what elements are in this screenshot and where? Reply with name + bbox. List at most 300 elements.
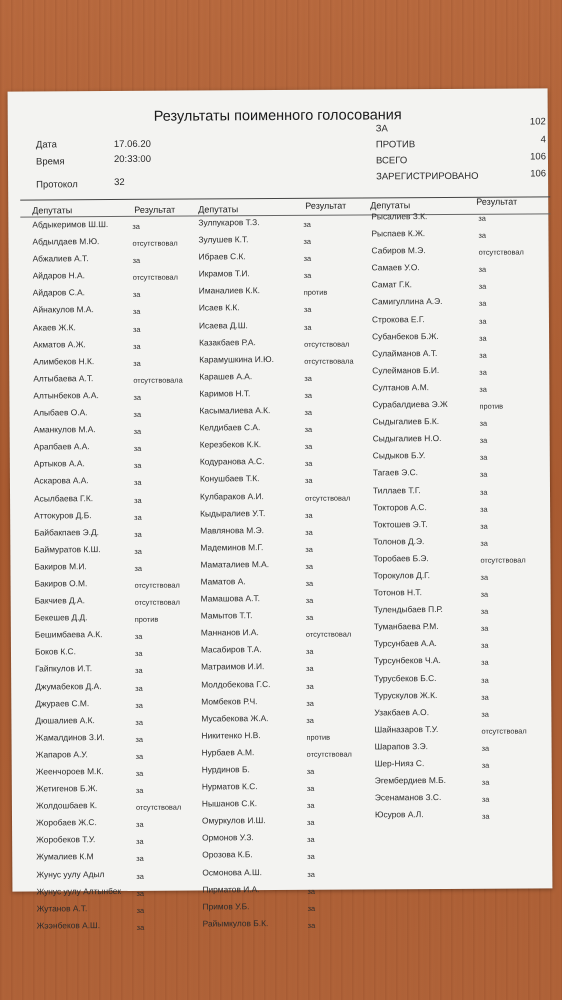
deputy-row (201, 712, 373, 730)
vote-result: за (479, 435, 488, 445)
vote-result: за (480, 521, 488, 531)
vote-result: за (480, 589, 489, 599)
deputy-name: Джураев С.М. (35, 697, 90, 709)
vote-result: за (304, 442, 313, 452)
vote-result: за (135, 717, 143, 727)
deputy-name: Жумалиев К.М (36, 851, 94, 862)
deputy-row (34, 475, 199, 493)
vote-result: за (134, 529, 142, 539)
deputy-name: Байбакпаев Э.Д. (34, 526, 100, 538)
vote-result: за (303, 219, 311, 229)
deputy-name: Узакбаев А.О. (374, 706, 430, 718)
deputy-name: Молдобекова Г.С. (201, 678, 271, 690)
deputy-name: Сыдыков Б.У. (372, 450, 426, 461)
vote-result: против (479, 401, 504, 411)
vote-result: за (135, 700, 143, 710)
vote-result: за (135, 751, 144, 761)
deputy-name: Келдибаев С.А. (199, 422, 261, 433)
deputy-row (36, 885, 201, 903)
deputy-name: Нурдинов Б. (201, 764, 250, 775)
deputy-row (202, 866, 374, 884)
stat-total-label: ВСЕГО (375, 155, 408, 167)
vote-result: отсутствовала (133, 375, 183, 385)
vote-result: отсутствовал (305, 493, 351, 503)
vote-result: за (306, 715, 314, 725)
deputy-name: Мавлянова М.Э. (200, 524, 264, 536)
vote-result: отсутствовал (305, 629, 352, 640)
vote-result: за (304, 390, 312, 400)
vote-result: за (479, 350, 487, 360)
deputy-row (372, 364, 542, 382)
deputy-name: Жутанов А.Т. (36, 902, 88, 914)
deputy-name: Эгембердиев М.Б. (374, 775, 446, 786)
vote-result: за (305, 595, 314, 605)
vote-result: за (132, 290, 141, 300)
deputy-name: Мусабекова Ж.А. (201, 712, 269, 724)
vote-result: за (132, 307, 141, 317)
deputy-row (375, 757, 545, 775)
deputy-name: Исаев К.К. (198, 302, 240, 313)
deputy-row (35, 697, 200, 715)
vote-result: за (135, 734, 144, 744)
deputy-row (33, 304, 198, 322)
deputy-name: Жунус уулу Алтынбек (36, 885, 122, 897)
vote-result: за (306, 664, 314, 674)
stat-against-label: ПРОТИВ (375, 139, 416, 151)
deputy-row (374, 689, 544, 707)
deputy-name: Ормонов У.З. (202, 832, 254, 843)
deputies-column-2 (198, 216, 374, 935)
vote-result: за (481, 777, 490, 787)
vote-result: за (135, 768, 144, 778)
deputy-name: Момбеков Р.Ч. (201, 695, 258, 707)
stats-row (375, 134, 546, 153)
stat-registered-value: 106 (530, 168, 547, 180)
vote-result: за (478, 316, 487, 326)
vote-result: за (306, 681, 314, 691)
deputy-row (374, 706, 544, 724)
col2-result-header: Результат (305, 200, 347, 211)
vote-result: за (133, 392, 141, 402)
deputy-row (200, 490, 372, 508)
deputy-name: Юсуров А.Л. (374, 809, 424, 820)
stats-block (375, 116, 547, 185)
vote-result: за (133, 444, 142, 454)
header-rule (20, 196, 550, 200)
deputy-name: Джумабеков Д.А. (35, 680, 102, 692)
deputy-row (33, 389, 198, 407)
deputy-row (373, 535, 543, 553)
deputy-name: Айдаров Н.А. (32, 270, 85, 281)
deputy-name: Аттокуров Д.Б. (34, 509, 92, 521)
vote-result: за (303, 236, 312, 246)
deputy-row (373, 501, 543, 519)
vote-result: за (307, 869, 315, 879)
deputy-row (201, 678, 373, 696)
deputy-name: Абдылдаев М.Ю. (32, 236, 100, 247)
vote-result: за (307, 818, 315, 828)
deputy-name: Кыдыралиев У.Т. (200, 507, 266, 519)
stat-total-value: 106 (530, 151, 547, 163)
deputy-name: Айдаров С.А. (32, 287, 86, 298)
vote-result: отсутствовал (134, 580, 180, 590)
deputy-row (374, 586, 544, 604)
deputy-row (203, 917, 375, 935)
vote-result: за (307, 920, 316, 930)
col1-deputies-header: Депутаты (32, 205, 73, 216)
deputy-row (200, 439, 372, 457)
vote-result: за (479, 333, 487, 343)
deputy-row (33, 287, 198, 305)
deputy-row (34, 526, 199, 544)
deputy-row (373, 416, 543, 434)
vote-result: за (306, 800, 315, 811)
deputy-row (373, 552, 543, 570)
vote-result: за (479, 453, 488, 463)
vote-result: отсутствовал (304, 339, 350, 349)
protocol-value: 32 (114, 176, 125, 189)
deputy-name: Тиллаев Т.Г. (372, 484, 421, 495)
deputy-row (33, 270, 198, 288)
deputy-row (199, 251, 371, 269)
vote-result: за (479, 487, 488, 497)
deputy-row (37, 902, 202, 920)
deputy-name: Сыдыгалиев Б.К. (372, 416, 440, 427)
deputy-name: Карамушкина И.Ю. (199, 353, 274, 365)
deputy-name: Бакчиев Д.А. (34, 595, 85, 606)
vote-result: за (133, 409, 142, 419)
vote-result: за (133, 358, 141, 368)
stats-row (375, 151, 547, 169)
vote-result: за (136, 837, 144, 847)
vote-result: за (135, 683, 143, 693)
deputy-name: Субанбеков Б.Ж. (372, 330, 439, 342)
deputy-name: Торобаев Б.Э. (373, 552, 429, 564)
deputy-row (201, 610, 373, 628)
deputy-name: Строкова Е.Г. (371, 313, 425, 324)
deputy-row (200, 507, 372, 525)
deputy-row (36, 783, 201, 801)
stat-against-value: 4 (540, 134, 546, 146)
deputy-row (36, 834, 201, 852)
deputy-name: Султанов А.М. (372, 382, 430, 393)
deputy-name: Аманкулов М.А. (33, 424, 96, 435)
deputy-row (202, 781, 374, 799)
deputy-row (199, 387, 371, 405)
stat-for-value: 102 (529, 116, 546, 128)
vote-result: за (305, 544, 313, 554)
deputy-name: Икрамов Т.И. (198, 268, 250, 279)
deputy-name: Касымалиева А.К. (199, 405, 271, 416)
vote-result: за (478, 213, 486, 223)
deputy-name: Омуркулов И.Ш. (201, 815, 266, 826)
deputy-name: Казакбаев Р.А. (199, 336, 256, 348)
deputy-row (199, 285, 371, 303)
vote-result: отсутствовал (481, 726, 527, 736)
deputy-row (201, 627, 373, 645)
vote-result: за (480, 623, 489, 634)
deputy-row (202, 832, 374, 850)
vote-result: за (307, 835, 315, 845)
vote-result: за (481, 760, 490, 770)
deputy-row (371, 227, 541, 245)
deputy-name: Иманалиев К.К. (198, 285, 260, 296)
deputy-name: Осмонова А.Ш. (202, 866, 263, 878)
deputy-name: Сабиров М.Э. (371, 245, 426, 256)
deputy-row (375, 792, 545, 810)
deputy-row (36, 851, 201, 869)
deputy-row (375, 774, 545, 792)
deputy-name: Баймуратов К.Ш. (34, 543, 101, 555)
deputy-row (201, 644, 373, 662)
deputy-name: Никитенко Н.В. (201, 729, 261, 741)
deputy-name: Шарапов З.Э. (374, 741, 428, 752)
deputy-row (201, 729, 373, 747)
vote-result: за (132, 221, 140, 231)
deputy-row (34, 560, 199, 578)
vote-result: отсутствовал (134, 597, 180, 607)
deputy-row (373, 467, 543, 485)
vote-result: за (480, 641, 489, 651)
deputy-row (373, 450, 543, 468)
deputy-name: Туманбаева Р.М. (373, 621, 439, 632)
deputy-name: Примов У.Б. (202, 900, 250, 912)
deputy-row (34, 441, 199, 459)
deputy-name: Алтынбеков А.А. (33, 390, 99, 401)
deputy-name: Сулейманов Б.И. (372, 364, 440, 376)
deputy-name: Турсунбаев А.А. (373, 638, 437, 649)
vote-result: за (479, 470, 488, 480)
deputy-name: Бекешев Д.Д. (34, 612, 88, 623)
deputy-name: Жоробеков Т.У. (36, 834, 96, 845)
deputy-name: Артыков А.А. (33, 458, 85, 469)
vote-result: против (134, 614, 159, 625)
vote-result: за (305, 510, 313, 520)
deputy-name: Тулендыбаев П.Р. (373, 604, 443, 615)
deputy-name: Алтыбаева А.Т. (33, 372, 94, 384)
deputy-row (202, 746, 374, 764)
vote-result: за (303, 271, 312, 281)
deputy-row (199, 336, 371, 354)
deputy-name: Алимбеков Н.К. (33, 355, 95, 367)
deputy-name: Дюшалиев А.К. (35, 714, 95, 726)
deputy-row (37, 919, 202, 937)
vote-results-sheet (8, 88, 553, 932)
vote-result: за (132, 256, 141, 266)
deputy-name: Жоробаев Ж.С. (35, 817, 97, 828)
deputy-row (35, 612, 200, 630)
deputy-name: Пирматов И.А. (202, 883, 260, 895)
deputy-row (201, 592, 373, 610)
vote-result: за (478, 299, 487, 309)
deputy-name: Матраимов И.И. (201, 661, 265, 672)
deputy-name: Самигуллина А.Э. (371, 296, 443, 307)
deputy-name: Жунус уулу Адыл (36, 868, 105, 880)
deputy-row (200, 541, 372, 559)
deputy-row (34, 458, 199, 476)
deputy-row (372, 313, 542, 331)
deputy-name: Абжалиев А.Т. (32, 253, 89, 264)
deputy-row (198, 234, 370, 252)
vote-result: за (134, 649, 143, 659)
vote-result: за (481, 675, 489, 685)
deputy-row (199, 268, 371, 286)
vote-result: за (136, 820, 144, 830)
deputy-row (200, 456, 372, 474)
deputy-row (372, 347, 542, 365)
deputy-name: Жолдошбаев К. (35, 800, 98, 811)
deputy-row (371, 210, 541, 228)
deputy-row (374, 672, 544, 690)
deputy-name: Зулпукаров Т.З. (198, 217, 260, 228)
deputy-row (202, 815, 374, 833)
vote-result: за (133, 461, 142, 471)
deputy-row (36, 748, 201, 766)
vote-result: за (134, 563, 143, 573)
date-value: 17.06.20 (113, 138, 151, 151)
deputy-row (374, 723, 544, 741)
deputy-name: Карашев А.А. (199, 371, 253, 382)
vote-result: за (136, 922, 145, 932)
col3-deputies-header: Депутаты (370, 200, 411, 211)
deputy-name: Мадеминов М.Г. (200, 541, 264, 553)
deputy-row (35, 595, 200, 613)
vote-result: за (304, 424, 313, 434)
vote-result: против (303, 288, 328, 298)
deputy-row (374, 655, 544, 673)
vote-result: за (133, 478, 142, 488)
deputy-name: Рысалиев З.К. (371, 211, 428, 222)
deputy-name: Сурабалдиева Э.Ж (372, 399, 448, 410)
deputy-row (372, 296, 542, 314)
deputy-row (36, 765, 201, 783)
deputy-row (33, 407, 198, 425)
deputy-name: Нурматов К.С. (201, 781, 258, 792)
vote-result: за (307, 852, 315, 862)
deputy-row (203, 900, 375, 918)
stats-row (376, 170, 546, 185)
deputy-row (34, 543, 199, 561)
document-title: Результаты поименного голосования (153, 107, 402, 125)
deputy-name: Конушбаев Т.К. (199, 473, 260, 484)
deputy-name: Жамалдинов З.И. (35, 731, 105, 743)
vote-result: отсутствовал (480, 555, 526, 565)
deputy-name: Абдыкеримов Ш.Ш. (32, 219, 109, 230)
deputy-name: Толонов Д.Э. (373, 535, 425, 547)
vote-result: за (307, 903, 316, 913)
deputy-name: Шер-Нияз С. (374, 758, 425, 769)
vote-result: за (306, 783, 315, 793)
vote-result: за (136, 854, 144, 864)
deputy-row (374, 604, 544, 622)
deputy-row (200, 558, 372, 576)
deputy-name: Нурбаев А.М. (201, 747, 255, 758)
deputy-name: Сулайманов А.Т. (372, 347, 438, 359)
deputy-name: Исаева Д.Ш. (198, 319, 248, 331)
deputy-name: Турусбеков Б.С. (374, 672, 437, 683)
deputies-column-1 (32, 218, 201, 937)
deputy-name: Каримов Н.Т. (199, 388, 251, 399)
vote-result: за (303, 253, 312, 264)
deputy-name: Токторов А.С. (373, 501, 427, 513)
deputy-row (200, 473, 372, 491)
vote-result: за (481, 692, 489, 702)
deputy-row (33, 253, 198, 271)
vote-result: за (134, 512, 142, 522)
deputy-name: Жеенчороев М.К. (35, 766, 104, 777)
deputy-row (372, 381, 542, 399)
vote-result: за (136, 905, 145, 915)
deputy-row (375, 740, 545, 758)
vote-result: за (481, 743, 490, 753)
deputy-row (198, 216, 370, 234)
deputy-row (199, 302, 371, 320)
deputy-row (201, 575, 373, 593)
vote-result: отсутствовал (306, 749, 352, 759)
vote-result: за (305, 561, 313, 571)
col2-deputies-header: Депутаты (198, 204, 239, 215)
vote-result: за (134, 495, 142, 505)
vote-result: за (307, 886, 315, 896)
deputy-row (35, 680, 200, 698)
vote-result: отсутствовал (478, 247, 524, 257)
deputy-name: Сыдыгалиев Н.О. (372, 433, 442, 444)
vote-result: за (304, 459, 313, 469)
deputy-name: Райымкулов Б.К. (202, 917, 269, 929)
deputy-name: Акматов А.Ж. (33, 338, 86, 350)
vote-result: за (305, 578, 314, 588)
deputy-row (373, 569, 543, 587)
deputy-row (202, 763, 374, 781)
deputy-name: Жетигенов Б.Ж. (35, 783, 98, 794)
deputy-row (202, 849, 374, 867)
deputy-row (202, 798, 374, 816)
deputy-row (372, 279, 542, 297)
deputy-name: Жээнбеков А.Ш. (36, 919, 101, 931)
deputy-name: Маматалиев М.А. (200, 558, 270, 570)
deputy-row (199, 319, 371, 337)
deputy-name: Боков К.С. (34, 646, 76, 657)
deputy-name: Зулушев К.Т. (198, 234, 249, 245)
vote-result: за (304, 373, 312, 383)
deputy-name: Нышанов С.К. (201, 798, 258, 809)
deputy-name: Асылбаева Г.К. (34, 492, 94, 504)
deputy-name: Орозова К.Б. (202, 849, 253, 860)
deputy-row (373, 518, 543, 536)
time-value: 20:33:00 (113, 153, 151, 166)
vote-result: за (135, 785, 144, 795)
vote-result: отсутствовала (304, 356, 354, 366)
deputy-name: Ибраев С.К. (198, 251, 246, 262)
vote-result: за (133, 426, 142, 437)
deputy-name: Токтошев Э.Т. (373, 518, 428, 530)
vote-result: отсутствовал (135, 802, 182, 813)
vote-result: за (478, 230, 486, 240)
deputy-row (35, 629, 200, 647)
vote-result: за (478, 282, 487, 292)
deputy-row (36, 868, 201, 886)
deputy-name: Самат Г.К. (371, 279, 413, 290)
vote-result: за (481, 709, 489, 719)
deputy-row (32, 236, 197, 254)
deputy-row (201, 695, 373, 713)
vote-result: за (305, 647, 314, 657)
deputy-name: Маннанов И.А. (200, 627, 259, 638)
deputy-name: Бакиров М.И. (34, 561, 87, 572)
vote-result: за (136, 871, 144, 881)
stat-for-label: ЗА (375, 123, 388, 135)
vote-result: отсутствовал (132, 272, 178, 283)
